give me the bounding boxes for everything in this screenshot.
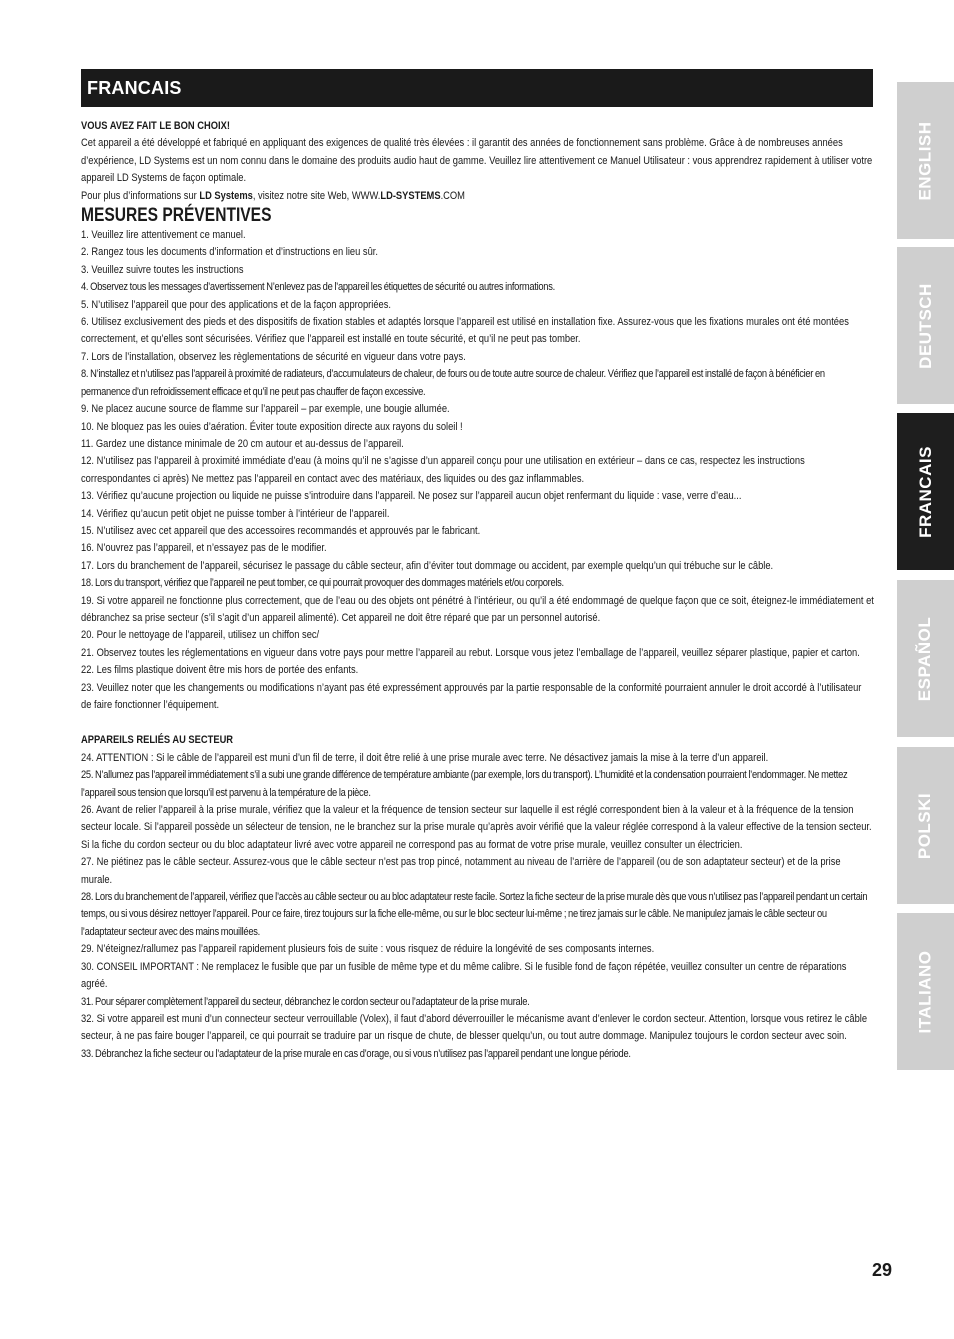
- precautions-title: MESURES PRÉVENTIVES: [81, 205, 272, 227]
- precaution-item: 5. N’utilisez l’appareil que pour des applications et de la façon appropriées.: [81, 298, 391, 311]
- precaution-item: 22. Les films plastique doivent être mis hors de portée des enfants.: [81, 664, 359, 677]
- tab-espanol-label: ESPAÑOL: [915, 616, 935, 701]
- precaution-item: 15. N’utilisez avec cet appareil que des accessoires recommandés et approuvés par le fabricant.: [81, 524, 481, 537]
- precaution-item: 8. N’installez et n’utilisez pas l’appareil à proximité de radiateurs, d’accumulateurs de chaleur, de fours ou de toute autre source de chaleur. Vérifiez que l’appareil est installé de façon à bénéficier en permanence d’un refroidissement efficace et qu’il ne peut pas chauffer de façon excessive.: [81, 368, 825, 398]
- mains-item: 29. N’éteignez/rallumez pas l’appareil rapidement plusieurs fois de suite : vous risquez de réduire la longévité de ses composants internes.: [81, 943, 655, 956]
- precaution-item: 23. Veuillez noter que les changements ou modifications n’ayant pas été expressément approuvés par la partie responsable de la conformité pourraient annuler le droit accordé à l’utilisateur de faire fonctionner l’équipement.: [81, 681, 862, 711]
- brand-name: LD Systems: [199, 189, 253, 202]
- tab-english[interactable]: [897, 82, 954, 239]
- precaution-item: 19. Si votre appareil ne fonctionne plus correctement, que de l’eau ou des objets ont pénétré à l’intérieur, ou qu’il a été endommagé de quelque façon que ce soit, éteignez-le immédiatement et débranchez sa prise secteur (s’il s’agit d’un appareil alimenté). Cet appareil ne doit être réparé que par un personnel autorisé.: [81, 594, 874, 624]
- precaution-item: 1. Veuillez lire attentivement ce manuel.: [81, 229, 246, 242]
- section-title: FRANCAIS: [87, 77, 182, 98]
- precaution-item: 11. Gardez une distance minimale de 20 cm autour et au-dessus de l’appareil.: [81, 437, 404, 450]
- tab-english-label: ENGLISH: [915, 120, 935, 201]
- precaution-item: 10. Ne bloquez pas les ouies d’aération. Éviter toute exposition directe aux rayons du soleil !: [81, 420, 463, 433]
- website-suffix: .COM: [440, 189, 465, 202]
- intro-text: Cet appareil a été développé et fabriqué en appliquant des exigences de qualité très élevées : il garantit des années de fonctionnement sans problème. Grâce à de nombreuses années d’expérience, LD Systems est un nom connu dans le domaine des produits audio haut de gamme. Veuillez lire attentivement ce Manuel Utilisateur : vous apprendrez rapidement à utiliser votre appareil LD Systems de façon optimale.: [81, 137, 873, 185]
- mains-item: 31. Pour séparer complètement l’appareil du secteur, débranchez le cordon secteur ou l’adaptateur de la prise murale.: [81, 995, 530, 1008]
- mains-item: 25. N’allumez pas l’appareil immédiatement s’il a subi une grande différence de température ambiante (par exemple, lors du transport). L’humidité et la condensation pourraient l’endommager. Ne mettez l’appareil sous tension que lorsqu’il est parvenu à la température de la pièce.: [81, 769, 848, 799]
- tab-polski-label: POLSKI: [915, 792, 935, 859]
- precaution-item: 12. N’utilisez pas l’appareil à proximité immédiate d’eau (à moins qu’il ne s’agisse d’un appareil conçu pour une utilisation en extérieur – dans ce cas, respectez les instructions correspondantes ci après) Ne mettez pas l’appareil en contact avec des matériaux, des liquides ou des gaz inflammables.: [81, 455, 805, 485]
- website-prefix: Pour plus d’informations sur: [81, 189, 200, 202]
- precaution-item: 7. Lors de l’installation, observez les règlementations de sécurité en vigueur dans votre pays.: [81, 350, 466, 363]
- mains-item: 33. Débranchez la fiche secteur ou l’adaptateur de la prise murale en cas d’orage, ou si vous n’utilisez pas l’appareil pendant une longue période.: [81, 1047, 631, 1060]
- mains-item: 32. Si votre appareil est muni d’un connecteur secteur verrouillable (Volex), il faut d’abord déverrouiller le mécanisme avant d’enlever le cordon secteur. Attention, lorsque vous retirez le câble secteur, à ne pas faire bouger l’appareil, ce qui pourrait se traduire par un risque de chute, de blesser quelqu’un, ou tout autre dommage. Manipulez toujours le cordon secteur avec soin.: [81, 1012, 868, 1043]
- precaution-item: 16. N’ouvrez pas l’appareil, et n’essayez pas de le modifier.: [81, 542, 327, 555]
- document-body: [81, 118, 874, 1063]
- page-number: 29: [872, 1260, 893, 1280]
- website-brand: LD-SYSTEMS: [380, 189, 441, 202]
- tab-deutsch[interactable]: [897, 247, 954, 404]
- mains-item: 26. Avant de relier l’appareil à la prise murale, vérifiez que la valeur et la fréquence de tension secteur sur laquelle il est réglé correspondent bien à la valeur et à la fréquence de la tension secteur locale. Si l’appareil possède un sélecteur de tension, ne le branchez sur la prise murale qu’après avoir vérifié que la valeur réglée correspond à la valeur effective de la tension secteur. Si la fiche du cordon secteur ou du bloc adaptateur livré avec votre appareil ne correspond pas au format de votre prise murale, veuillez consulter un électricien.: [81, 804, 872, 851]
- intro-website-line: [81, 188, 874, 205]
- mains-item: 28. Lors du branchement de l’appareil, vérifiez que l’accès au câble secteur ou au bloc adaptateur reste facile. Sortez la fiche secteur de la prise murale dès que vous n’utilisez pas l’appareil pendant un certain temps, ou si vous désirez nettoyer l’appareil. Pour ce faire, tirez toujours sur la fiche elle-même, ou sur le bloc secteur lui-même ; ne tirez jamais sur le câble. Ne manipulez jamais le câble secteur ou l’adaptateur secteur avec des mains mouillées.: [81, 891, 868, 938]
- precaution-item: 6. Utilisez exclusivement des pieds et des dispositifs de fixation stables et adaptés lorsque l’appareil est utilisé en installation fixe. Assurez-vous que les fixations murales ont été montées correctement, et qu’elles sont sécurisées. Vérifiez que l’appareil est installé en toute sécurité, et qu’il ne peut pas tomber.: [81, 316, 849, 346]
- precaution-item: 2. Rangez tous les documents d’information et d’instructions en lieu sûr.: [81, 246, 378, 259]
- tab-polski[interactable]: [897, 747, 954, 904]
- mains-item: 30. CONSEIL IMPORTANT : Ne remplacez le fusible que par un fusible de même type et du même calibre. Si le fusible fond de façon répétée, veuillez consulter un centre de réparations agréé.: [81, 960, 847, 991]
- precaution-item: 21. Observez toutes les réglementations en vigueur dans votre pays pour mettre l’appareil au rebut. Lorsque vous jetez l’emballage de l’appareil, veuillez séparer plastique, papier et carton.: [81, 646, 860, 659]
- section-header-bar: [81, 69, 873, 107]
- website-middle: , visitez notre site Web, WWW.: [252, 189, 381, 202]
- precaution-item: 14. Vérifiez qu’aucun petit objet ne puisse tomber à l’intérieur de l’appareil.: [81, 507, 390, 520]
- tab-francais[interactable]: [897, 413, 954, 570]
- tab-italiano[interactable]: [897, 913, 954, 1070]
- precaution-item: 20. Pour le nettoyage de l’appareil, utilisez un chiffon sec/: [81, 629, 320, 642]
- intro-heading: VOUS AVEZ FAIT LE BON CHOIX!: [81, 120, 230, 132]
- tab-francais-label: FRANCAIS: [915, 445, 935, 538]
- mains-list: [81, 750, 874, 1063]
- tab-deutsch-label: DEUTSCH: [915, 282, 935, 369]
- mains-item: 27. Ne piétinez pas le câble secteur. Assurez-vous que le câble secteur n’est pas trop pincé, notamment au niveau de l’arrière de l’appareil (ou de son adaptateur secteur) et de la prise murale.: [81, 856, 841, 886]
- precaution-item: 3. Veuillez suivre toutes les instructions: [81, 263, 244, 276]
- precautions-list: [81, 227, 874, 714]
- precaution-item: 9. Ne placez aucune source de flamme sur l’appareil – par exemple, une bougie allumée.: [81, 403, 450, 416]
- mains-item: 24. ATTENTION : Si le câble de l’appareil est muni d’un fil de terre, il doit être relié à une prise murale avec terre. Ne désactivez jamais la mise à la terre d’un appareil.: [81, 751, 769, 764]
- tab-espanol[interactable]: [897, 580, 954, 737]
- precaution-item: 17. Lors du branchement de l’appareil, sécurisez le passage du câble secteur, afin d’éviter tout dommage ou accident, par exemple quelqu’un qui trébuche sur le câble.: [81, 559, 774, 572]
- mains-heading: APPAREILS RELIÉS AU SECTEUR: [81, 734, 234, 747]
- precaution-item: 18. Lors du transport, vérifiez que l’appareil ne peut tomber, ce qui pourrait provoquer des dommages matériels et/ou corporels.: [81, 577, 564, 590]
- precaution-item: 13. Vérifiez qu’aucune projection ou liquide ne puisse s’introduire dans l’appareil. Ne posez sur l’appareil aucun objet renfermant du liquide : vase, verre d’eau...: [81, 490, 742, 503]
- precaution-item: 4. Observez tous les messages d’avertissement N’enlevez pas de l’appareil les étiquettes de sécurité ou autres informations.: [81, 281, 555, 294]
- tab-italiano-label: ITALIANO: [915, 949, 935, 1034]
